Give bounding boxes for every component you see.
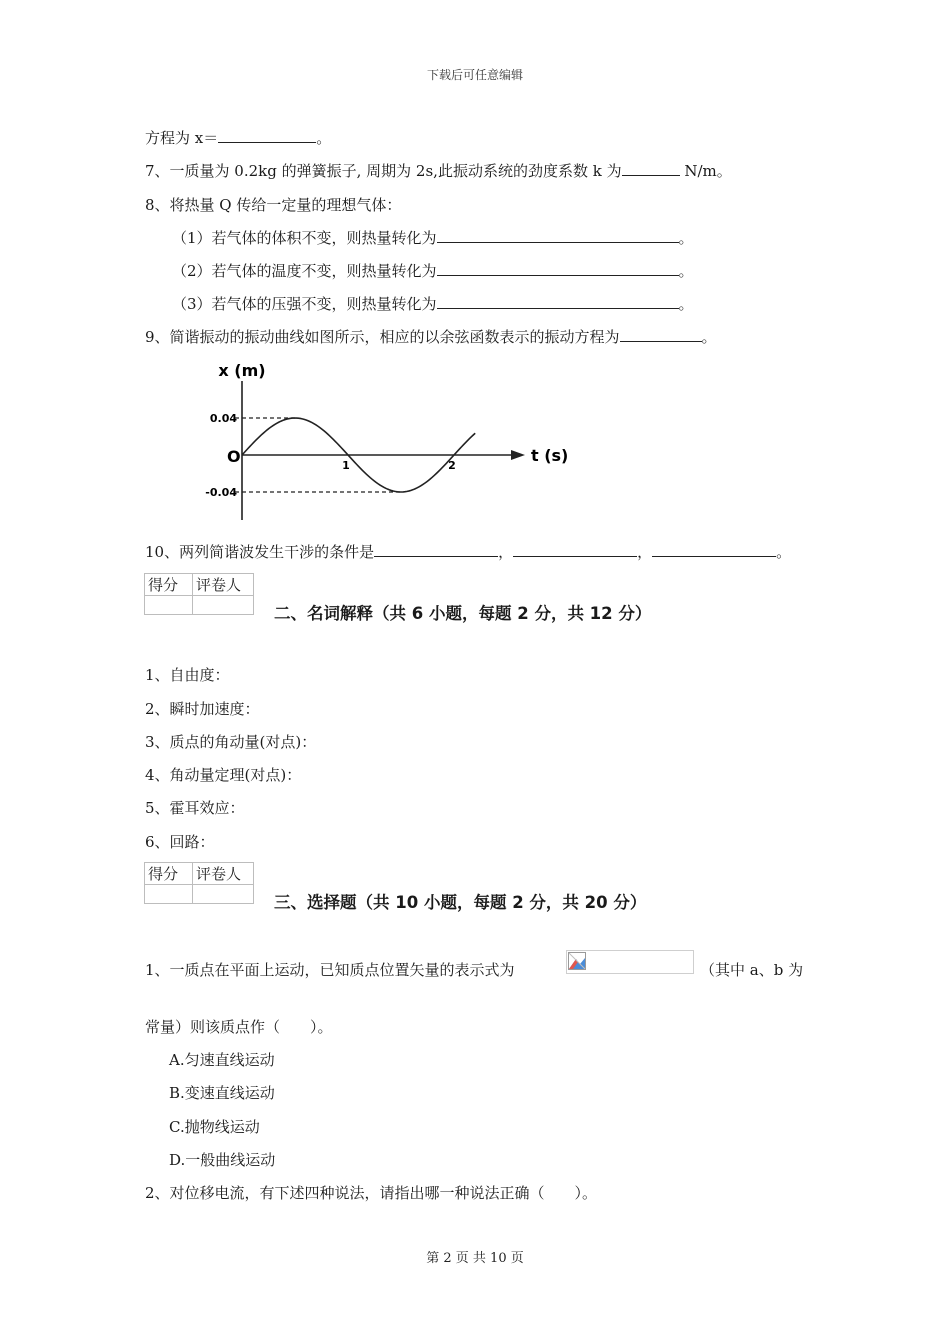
grader-header: 评卷人 xyxy=(193,863,254,885)
x-tick-label: 2 xyxy=(448,459,456,472)
question-10 xyxy=(145,542,791,562)
page-footer: 第 2 页 共 10 页 xyxy=(426,1251,524,1266)
question-text: 7、一质量为 0.2kg 的弹簧振子, 周期为 2s,此振动系统的劲度系数 k 为 xyxy=(145,162,622,180)
x-axis-label: t (s) xyxy=(531,446,569,465)
question-8-item-1 xyxy=(172,228,694,248)
question-text: （2）若气体的温度不变，则热量转化为 xyxy=(172,262,437,280)
question-8: 8、将热量 Q 传给一定量的理想气体： xyxy=(145,196,402,214)
answer-blank xyxy=(652,542,776,557)
option-a: A.匀速直线运动 xyxy=(169,1051,275,1069)
choice-question-1-cont: （其中 a、b 为 xyxy=(700,961,804,979)
question-8-item-2 xyxy=(172,261,694,281)
grader-cell[interactable] xyxy=(193,885,254,904)
question-continuation xyxy=(145,128,331,148)
answer-blank xyxy=(437,294,679,309)
y-axis-label: x (m) xyxy=(218,361,266,380)
question-text: N/m。 xyxy=(679,162,732,180)
term-item: 1、自由度： xyxy=(145,666,230,684)
choice-question-1-cont: 常量）则该质点作（ ）。 xyxy=(145,1018,333,1036)
vibration-curve-chart xyxy=(195,355,595,530)
question-text: 。 xyxy=(678,262,694,280)
broken-image-icon xyxy=(568,952,586,970)
term-item: 6、回路： xyxy=(145,833,215,851)
question-8-item-3 xyxy=(172,294,694,314)
answer-blank xyxy=(437,261,679,276)
grader-header: 评卷人 xyxy=(193,574,254,596)
score-table xyxy=(144,862,254,904)
answer-blank xyxy=(374,542,498,557)
answer-blank xyxy=(622,161,680,176)
section-2-title: 二、名词解释（共 6 小题，每题 2 分，共 12 分） xyxy=(274,604,652,623)
choice-question-2: 2、对位移电流，有下述四种说法，请指出哪一种说法正确（ ）。 xyxy=(145,1184,598,1202)
question-text: 。 xyxy=(678,229,694,247)
x-tick-label: 1 xyxy=(342,459,350,472)
score-cell[interactable] xyxy=(145,885,193,904)
question-text: 。 xyxy=(678,295,694,313)
section-3-title: 三、选择题（共 10 小题，每题 2 分，共 20 分） xyxy=(274,893,647,912)
answer-blank xyxy=(437,228,679,243)
score-header: 得分 xyxy=(145,863,193,885)
term-item: 3、质点的角动量(对点)： xyxy=(145,733,317,751)
option-c: C.抛物线运动 xyxy=(169,1118,260,1136)
page-header: 下载后可任意编辑 xyxy=(426,68,523,82)
question-text: （1）若气体的体积不变，则热量转化为 xyxy=(172,229,437,247)
question-text: 方程为 x＝ xyxy=(145,129,219,147)
answer-blank xyxy=(513,542,637,557)
question-text: 。 xyxy=(701,328,717,346)
score-table xyxy=(144,573,254,615)
choice-question-1: 1、一质点在平面上运动，已知质点位置矢量的表示式为 xyxy=(145,961,515,979)
option-b: B.变速直线运动 xyxy=(169,1084,275,1102)
question-text: 。 xyxy=(316,129,332,147)
question-text: 9、简谐振动的振动曲线如图所示，相应的以余弦函数表示的振动方程为 xyxy=(145,328,620,346)
question-text: 。 xyxy=(776,543,792,561)
term-item: 5、霍耳效应： xyxy=(145,799,245,817)
score-cell[interactable] xyxy=(145,596,193,615)
term-item: 4、角动量定理(对点)： xyxy=(145,766,302,784)
question-7 xyxy=(145,161,732,181)
x-axis-arrow xyxy=(511,450,525,460)
answer-blank xyxy=(218,128,316,143)
separator: ， xyxy=(498,543,514,561)
option-d: D.一般曲线运动 xyxy=(169,1151,276,1169)
formula-image-placeholder xyxy=(566,950,694,974)
y-tick-label: -0.04 xyxy=(205,486,237,499)
question-text: （3）若气体的压强不变，则热量转化为 xyxy=(172,295,437,313)
score-header: 得分 xyxy=(145,574,193,596)
answer-blank xyxy=(620,327,702,342)
separator: ， xyxy=(637,543,653,561)
y-tick-label: 0.04 xyxy=(209,412,237,425)
question-text: 10、两列简谐波发生干涉的条件是 xyxy=(145,543,375,561)
term-item: 2、瞬时加速度： xyxy=(145,700,260,718)
question-9 xyxy=(145,327,717,347)
origin-label: O xyxy=(227,447,241,466)
grader-cell[interactable] xyxy=(193,596,254,615)
